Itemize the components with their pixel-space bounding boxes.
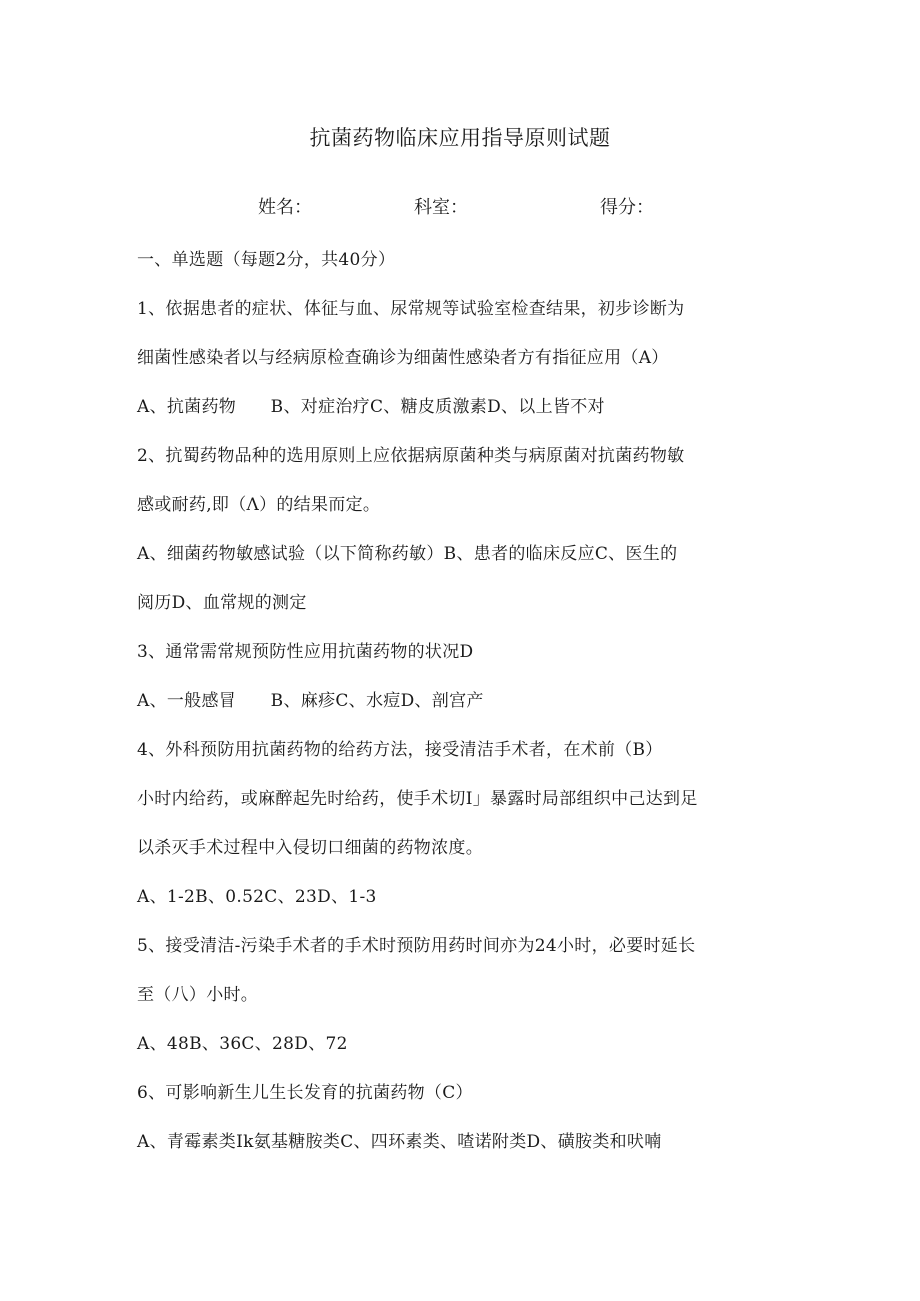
dept-label: 科室：	[414, 197, 468, 218]
question-text: 4、外科预防用抗菌药物的给药方法，接受清洁手术者，在术前（B）	[137, 740, 663, 760]
question-text: 2、抗蜀药物品种的选用原则上应依据病原菌种类与病原菌对抗菌药物敏	[137, 446, 685, 466]
answer-options: 阅历D、血常规的测定	[137, 593, 307, 613]
question-text: 小时内给药，或麻醉起先时给药，使手术切I」暴露时局部组织中己达到足	[137, 789, 698, 809]
info-row	[0, 193, 920, 223]
question-text: 3、通常需常规预防性应用抗菌药物的状况D	[137, 642, 474, 662]
question-text: 6、可影响新生儿生长发育的抗菌药物（C）	[137, 1083, 473, 1103]
answer-options: A、一般感冒 B、麻疹C、水痘D、剖宫产	[137, 691, 484, 711]
question-text: 5、接受清洁-污染手术者的手术时预防用药时间亦为24小时，必要时延长	[137, 936, 696, 956]
name-label: 姓名：	[258, 197, 312, 218]
question-text: 至（八）小时。	[137, 985, 259, 1005]
answer-options: A、青霉素类Ik氨基糖胺类C、四环素类、喳诺附类D、磺胺类和吠喃	[137, 1132, 662, 1152]
score-label: 得分：	[600, 197, 654, 218]
section-heading: 一、单选题（每题2分，共40分）	[137, 250, 396, 270]
question-text: 感或耐药,即（Λ）的结果而定。	[137, 495, 381, 515]
answer-options: A、48B、36C、28D、72	[137, 1034, 348, 1054]
question-text: 细菌性感染者以与经病原检查确诊为细菌性感染者方有指征应用（A）	[137, 348, 669, 368]
document-title: 抗菌药物临床应用指导原则试题	[309, 126, 611, 150]
question-text: 1、依据患者的症状、体征与血、尿常规等试验室检查结果，初步诊断为	[137, 299, 685, 319]
question-text: 以杀灭手术过程中入侵切口细菌的药物浓度。	[137, 838, 483, 858]
answer-options: A、1-2B、0.52C、23D、1-3	[137, 887, 377, 907]
answer-options: A、细菌药物敏感试验（以下简称药敏）B、患者的临床反应C、医生的	[137, 544, 678, 564]
answer-options: A、抗菌药物 B、对症治疗C、糖皮质激素D、以上皆不对	[137, 397, 605, 417]
